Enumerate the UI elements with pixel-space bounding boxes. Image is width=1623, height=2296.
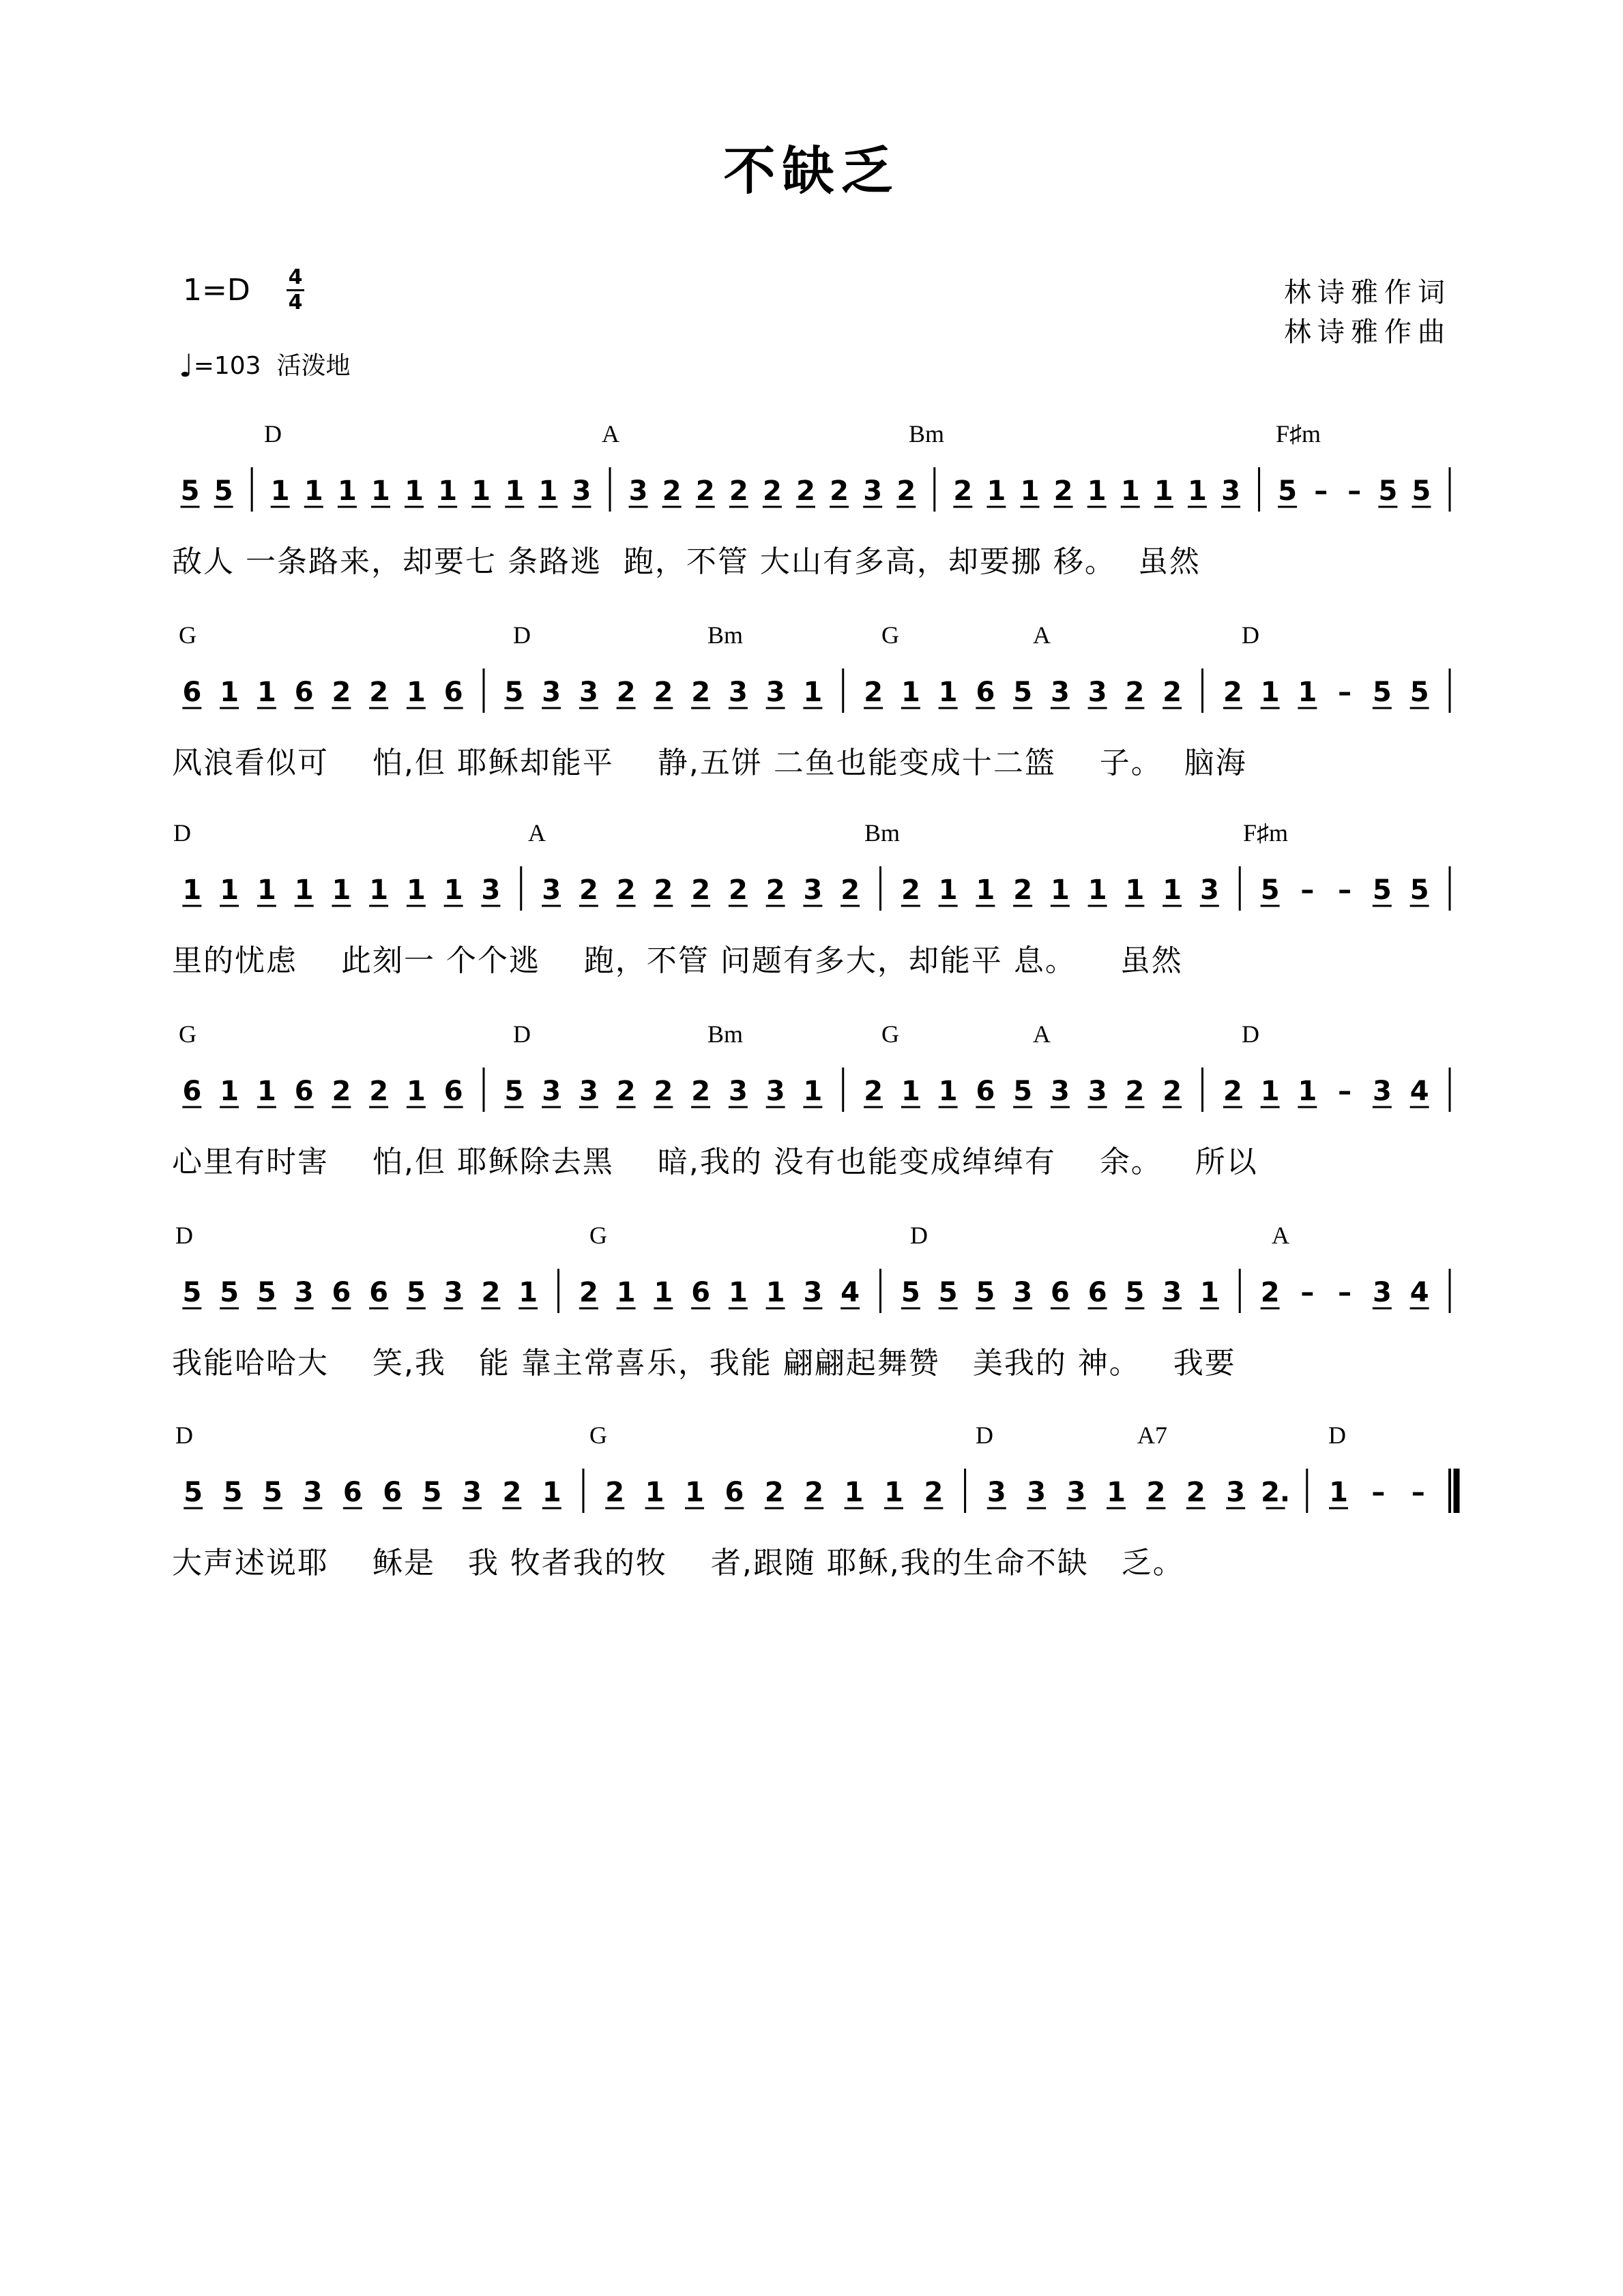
jianpu-note: 1 <box>304 475 323 507</box>
jianpu-note: 2 <box>654 1076 673 1107</box>
jianpu-note: 2 <box>369 677 389 708</box>
jianpu-note: 1 <box>538 475 558 507</box>
jianpu-note: 3 <box>986 1477 1006 1508</box>
jianpu-note: 3 <box>1221 475 1240 507</box>
chord-symbol: A7 <box>1137 1422 1167 1449</box>
jianpu-note: 2 <box>695 475 715 507</box>
jianpu-note: 2 <box>840 874 860 906</box>
jianpu-note: 1 <box>220 1076 239 1107</box>
jianpu-note: 3 <box>765 677 785 708</box>
jianpu-note: 2 <box>579 1277 598 1308</box>
jianpu-note: 3 <box>1087 677 1107 708</box>
jianpu-note: 1 <box>901 1076 920 1107</box>
lyrics-line: 里的忧虑 此刻一 个个逃 跑，不管 问题有多大，却能平 息。 虽然 <box>172 943 1183 978</box>
jianpu-note: 1 <box>406 1076 426 1107</box>
jianpu-note: 2 <box>830 475 849 507</box>
jianpu-note: 3 <box>303 1477 323 1508</box>
jianpu-note: 2 <box>1146 1477 1166 1508</box>
jianpu-note: 1 <box>371 475 390 507</box>
jianpu-note: 2 <box>901 874 920 906</box>
jianpu-note: 3 <box>628 475 648 507</box>
jianpu-note: 2 <box>502 1477 522 1508</box>
jianpu-note: 5 <box>504 1076 524 1107</box>
jianpu-note: 5 <box>257 1277 276 1308</box>
jianpu-note: 3 <box>1163 1277 1182 1308</box>
hold-dash: – <box>1411 1477 1425 1508</box>
hold-dash: – <box>1300 1277 1315 1308</box>
jianpu-note: 3 <box>579 677 598 708</box>
jianpu-note: 4 <box>1409 1277 1429 1308</box>
jianpu-note: 2 <box>605 1477 625 1508</box>
jianpu-note: 1 <box>270 475 290 507</box>
jianpu-note: 1 <box>294 874 314 906</box>
jianpu-note: 6 <box>691 1277 711 1308</box>
jianpu-note: 3 <box>542 1076 561 1107</box>
jianpu-note: 3 <box>443 1277 463 1308</box>
jianpu-note: 3 <box>1066 1477 1086 1508</box>
key-signature: 1=D <box>183 273 250 308</box>
jianpu-note: 5 <box>214 475 233 507</box>
jianpu-note: 1 <box>1163 874 1182 906</box>
chord-symbol: G <box>881 621 899 649</box>
jianpu-note: 6 <box>443 1076 463 1107</box>
jianpu-note: 3 <box>1372 1076 1392 1107</box>
jianpu-note: 3 <box>1087 1076 1107 1107</box>
jianpu-note: 1 <box>616 1277 636 1308</box>
jianpu-note: 2 <box>1260 1277 1280 1308</box>
jianpu-note: 1 <box>257 677 276 708</box>
jianpu-note: 1 <box>1199 1277 1219 1308</box>
chord-symbol: D <box>175 1422 193 1449</box>
jianpu-note: 1 <box>220 874 239 906</box>
lyrics-line: 敌人 一条路来，却要七 条路逃 跑，不管 大山有多高，却要挪 移。 虽然 <box>172 544 1201 579</box>
jianpu-note: 1 <box>337 475 357 507</box>
lyricist-credit: 林诗雅作词 <box>1284 277 1451 308</box>
jianpu-note: 2 <box>1163 1076 1182 1107</box>
jianpu-note: 2 <box>616 1076 636 1107</box>
jianpu-note: 3 <box>1199 874 1219 906</box>
jianpu-note: 2 <box>481 1277 501 1308</box>
jianpu-note: 1 <box>844 1477 864 1508</box>
jianpu-note: 1 <box>938 1076 958 1107</box>
jianpu-note: 2 <box>691 1076 711 1107</box>
jianpu-note: 1 <box>685 1477 704 1508</box>
jianpu-note: 2 <box>1125 1076 1145 1107</box>
notation-staff <box>172 1020 1461 1136</box>
lyrics-line: 心里有时害 怕,但 耶稣除去黑 暗,我的 没有也能变成绰绰有 余。 所以 <box>172 1145 1258 1179</box>
jianpu-note: 5 <box>406 1277 426 1308</box>
jianpu-note: 6 <box>342 1477 362 1508</box>
jianpu-note: 2 <box>654 677 673 708</box>
chord-symbol: D <box>976 1422 993 1449</box>
jianpu-note: 2 <box>796 475 815 507</box>
jianpu-note: 1 <box>405 475 424 507</box>
jianpu-note: 6 <box>294 677 314 708</box>
jianpu-note: 1 <box>884 1477 903 1508</box>
notation-staff <box>172 819 1461 934</box>
jianpu-note: 2 <box>804 1477 824 1508</box>
jianpu-note: 1 <box>1260 677 1280 708</box>
chord-symbol: A <box>1033 1020 1051 1048</box>
chord-symbol: D <box>513 621 531 649</box>
score-system-6 <box>172 1421 1461 1591</box>
score-system-4 <box>172 1020 1461 1190</box>
jianpu-note: 1 <box>976 874 995 906</box>
chord-symbol: G <box>179 621 196 649</box>
jianpu-note: 5 <box>976 1277 995 1308</box>
chord-symbol: A <box>602 420 619 447</box>
jianpu-note: 2 <box>953 475 973 507</box>
hold-dash: – <box>1300 874 1315 906</box>
song-title: 不缺乏 <box>723 141 900 201</box>
jianpu-note: 1 <box>505 475 525 507</box>
jianpu-note: 1 <box>803 1076 823 1107</box>
jianpu-note: 3 <box>803 1277 823 1308</box>
jianpu-note: 5 <box>1378 475 1398 507</box>
jianpu-note: 3 <box>542 677 561 708</box>
jianpu-note: 2 <box>616 874 636 906</box>
jianpu-note: 1 <box>1020 475 1040 507</box>
jianpu-note: 3 <box>542 874 561 906</box>
jianpu-note: 1 <box>542 1477 561 1508</box>
jianpu-note: 1 <box>1050 874 1070 906</box>
credits <box>1284 273 1451 352</box>
jianpu-note: 2 <box>864 1076 883 1107</box>
quarter-note-icon: ♩ <box>179 347 194 384</box>
jianpu-note: 6 <box>294 1076 314 1107</box>
jianpu-note: 1 <box>765 1277 785 1308</box>
chord-symbol: D <box>1242 621 1259 649</box>
score-system-5 <box>172 1221 1461 1392</box>
jianpu-note: 5 <box>1409 874 1429 906</box>
jianpu-note: 2 <box>729 475 748 507</box>
jianpu-note: 5 <box>901 1277 920 1308</box>
time-signature-bottom: 4 <box>288 291 303 314</box>
jianpu-note: 2 <box>332 1076 351 1107</box>
jianpu-note: 3 <box>1050 1076 1070 1107</box>
jianpu-note: 5 <box>938 1277 958 1308</box>
score-system-2 <box>172 621 1461 791</box>
chord-symbol: F♯m <box>1276 420 1321 447</box>
jianpu-note: 3 <box>1226 1477 1246 1508</box>
score-system-3 <box>172 819 1461 989</box>
jianpu-note: 5 <box>1409 677 1429 708</box>
chord-symbol: D <box>513 1020 531 1048</box>
jianpu-note: 3 <box>572 475 591 507</box>
jianpu-note: 1 <box>220 677 239 708</box>
jianpu-note: 6 <box>976 677 995 708</box>
hold-dash: – <box>1338 1277 1352 1308</box>
jianpu-note: 6 <box>443 677 463 708</box>
jianpu-note: 5 <box>263 1477 282 1508</box>
jianpu-note: 5 <box>182 1277 202 1308</box>
jianpu-note: 1 <box>406 677 426 708</box>
jianpu-note: 2 <box>654 874 673 906</box>
jianpu-note: 5 <box>1013 1076 1033 1107</box>
chord-symbol: Bm <box>909 420 945 447</box>
hold-dash: – <box>1314 475 1328 507</box>
jianpu-note: 5 <box>1013 677 1033 708</box>
chord-symbol: Bm <box>707 1020 744 1048</box>
jianpu-note: 2 <box>1013 874 1033 906</box>
jianpu-note: 3 <box>728 677 748 708</box>
jianpu-note: 4 <box>1409 1076 1429 1107</box>
jianpu-note: 3 <box>294 1277 314 1308</box>
jianpu-note: 3 <box>765 1076 785 1107</box>
jianpu-note: 5 <box>220 1277 239 1308</box>
jianpu-note: 6 <box>182 1076 202 1107</box>
jianpu-note: 1 <box>901 677 920 708</box>
jianpu-note: 5 <box>422 1477 442 1508</box>
jianpu-note: 1 <box>257 1076 276 1107</box>
jianpu-note: 6 <box>332 1277 351 1308</box>
jianpu-note: 2 <box>332 677 351 708</box>
jianpu-note: 6 <box>383 1477 403 1508</box>
jianpu-note: 1 <box>938 677 958 708</box>
jianpu-note: 3 <box>863 475 883 507</box>
chord-symbol: A <box>1033 621 1051 649</box>
jianpu-note: 1 <box>986 475 1006 507</box>
chord-symbol: G <box>589 1422 607 1449</box>
chord-symbol: A <box>528 819 546 847</box>
jianpu-note: 1 <box>1087 874 1107 906</box>
jianpu-note: 1 <box>438 475 458 507</box>
jianpu-note: 1 <box>369 874 389 906</box>
jianpu-note: 1 <box>1188 475 1207 507</box>
jianpu-note: 2 <box>662 475 682 507</box>
jianpu-note: 2 <box>579 874 598 906</box>
jianpu-note: 5 <box>504 677 524 708</box>
jianpu-note: 1 <box>1120 475 1140 507</box>
jianpu-note: 3 <box>1372 1277 1392 1308</box>
jianpu-note: 2 <box>616 677 636 708</box>
jianpu-note: 1 <box>645 1477 664 1508</box>
hold-dash: – <box>1371 1477 1386 1508</box>
jianpu-note: 3 <box>579 1076 598 1107</box>
jianpu-note: 6 <box>1050 1277 1070 1308</box>
notation-staff <box>172 1421 1461 1537</box>
chord-symbol: G <box>179 1020 196 1048</box>
jianpu-note: 5 <box>1278 475 1298 507</box>
notation-staff <box>172 1221 1461 1337</box>
jianpu-note: 1 <box>332 874 351 906</box>
jianpu-note: 5 <box>184 1477 203 1508</box>
chord-symbol: G <box>589 1222 607 1249</box>
jianpu-note: 2 <box>864 677 883 708</box>
jianpu-note: 3 <box>1013 1277 1033 1308</box>
jianpu-note: 1 <box>406 874 426 906</box>
jianpu-note: 2 <box>1053 475 1073 507</box>
jianpu-note: 1 <box>1087 475 1107 507</box>
jianpu-note: 5 <box>223 1477 243 1508</box>
jianpu-note: 2 <box>1163 677 1182 708</box>
notation-staff <box>172 420 1461 535</box>
tempo-expression: 活泼地 <box>276 352 351 380</box>
jianpu-note: 6 <box>1087 1277 1107 1308</box>
jianpu-note: 1 <box>443 874 463 906</box>
jianpu-note: 4 <box>840 1277 860 1308</box>
jianpu-note: 2 <box>691 874 711 906</box>
jianpu-note: 2. <box>1261 1477 1291 1508</box>
jianpu-note: 1 <box>257 874 276 906</box>
jianpu-note: 1 <box>518 1277 538 1308</box>
chord-symbol: F♯m <box>1243 819 1289 847</box>
jianpu-note: 1 <box>471 475 491 507</box>
lyrics-line: 大声述说耶 稣是 我 牧者我的牧 者,跟随 耶稣,我的生命不缺 乏。 <box>172 1546 1184 1580</box>
jianpu-note: 1 <box>1260 1076 1280 1107</box>
jianpu-note: 1 <box>728 1277 748 1308</box>
jianpu-note: 2 <box>762 475 782 507</box>
jianpu-note: 1 <box>803 677 823 708</box>
jianpu-note: 1 <box>654 1277 673 1308</box>
composer-credit: 林诗雅作曲 <box>1284 317 1451 348</box>
hold-dash: – <box>1338 874 1352 906</box>
hold-dash: – <box>1338 677 1352 708</box>
chord-symbol: D <box>264 420 282 447</box>
lyrics-line: 我能哈哈大 笑,我 能 靠主常喜乐，我能 翩翩起舞赞 美我的 神。 我要 <box>172 1346 1236 1381</box>
jianpu-note: 2 <box>896 475 916 507</box>
jianpu-note: 5 <box>1260 874 1280 906</box>
chord-symbol: D <box>1328 1422 1346 1449</box>
jianpu-note: 1 <box>938 874 958 906</box>
jianpu-note: 5 <box>1372 677 1392 708</box>
jianpu-note: 1 <box>182 874 202 906</box>
jianpu-note: 2 <box>924 1477 944 1508</box>
hold-dash: – <box>1347 475 1362 507</box>
hold-dash: – <box>1338 1076 1352 1107</box>
chord-symbol: G <box>881 1020 899 1048</box>
jianpu-note: 1 <box>1107 1477 1126 1508</box>
notation-staff <box>172 621 1461 737</box>
chord-symbol: D <box>910 1222 928 1249</box>
chord-symbol: Bm <box>864 819 901 847</box>
jianpu-note: 1 <box>1125 874 1145 906</box>
jianpu-note: 1 <box>1298 1076 1317 1107</box>
jianpu-note: 2 <box>765 874 785 906</box>
jianpu-note: 3 <box>803 874 823 906</box>
jianpu-note: 5 <box>1412 475 1431 507</box>
jianpu-note: 6 <box>182 677 202 708</box>
lyrics-line: 风浪看似可 怕,但 耶稣却能平 静,五饼 二鱼也能变成十二篮 子。 脑海 <box>172 746 1247 780</box>
jianpu-note: 2 <box>691 677 711 708</box>
chord-symbol: D <box>173 819 191 847</box>
jianpu-note: 5 <box>180 475 200 507</box>
jianpu-note: 3 <box>463 1477 482 1508</box>
tempo-value: =103 <box>193 352 261 380</box>
time-signature <box>285 266 306 314</box>
tempo-marking <box>179 347 351 384</box>
jianpu-note: 3 <box>728 1076 748 1107</box>
chord-symbol: A <box>1272 1222 1289 1249</box>
time-signature-top: 4 <box>288 265 303 289</box>
jianpu-note: 1 <box>1329 1477 1348 1508</box>
jianpu-note: 2 <box>764 1477 784 1508</box>
jianpu-note: 3 <box>1027 1477 1047 1508</box>
jianpu-note: 5 <box>1125 1277 1145 1308</box>
jianpu-note: 2 <box>1125 677 1145 708</box>
jianpu-note: 5 <box>1372 874 1392 906</box>
jianpu-note: 6 <box>976 1076 995 1107</box>
jianpu-note: 2 <box>728 874 748 906</box>
jianpu-note: 2 <box>1223 677 1242 708</box>
jianpu-note: 1 <box>1298 677 1317 708</box>
jianpu-note: 3 <box>1050 677 1070 708</box>
score-system-1 <box>172 420 1461 590</box>
chord-symbol: Bm <box>707 621 744 649</box>
chord-symbol: D <box>175 1222 193 1249</box>
jianpu-note: 6 <box>725 1477 744 1508</box>
jianpu-note: 1 <box>1154 475 1173 507</box>
chord-symbol: D <box>1242 1020 1259 1048</box>
jianpu-note: 2 <box>369 1076 389 1107</box>
jianpu-note: 2 <box>1223 1076 1242 1107</box>
jianpu-note: 2 <box>1186 1477 1205 1508</box>
jianpu-note: 6 <box>369 1277 389 1308</box>
jianpu-note: 3 <box>481 874 501 906</box>
